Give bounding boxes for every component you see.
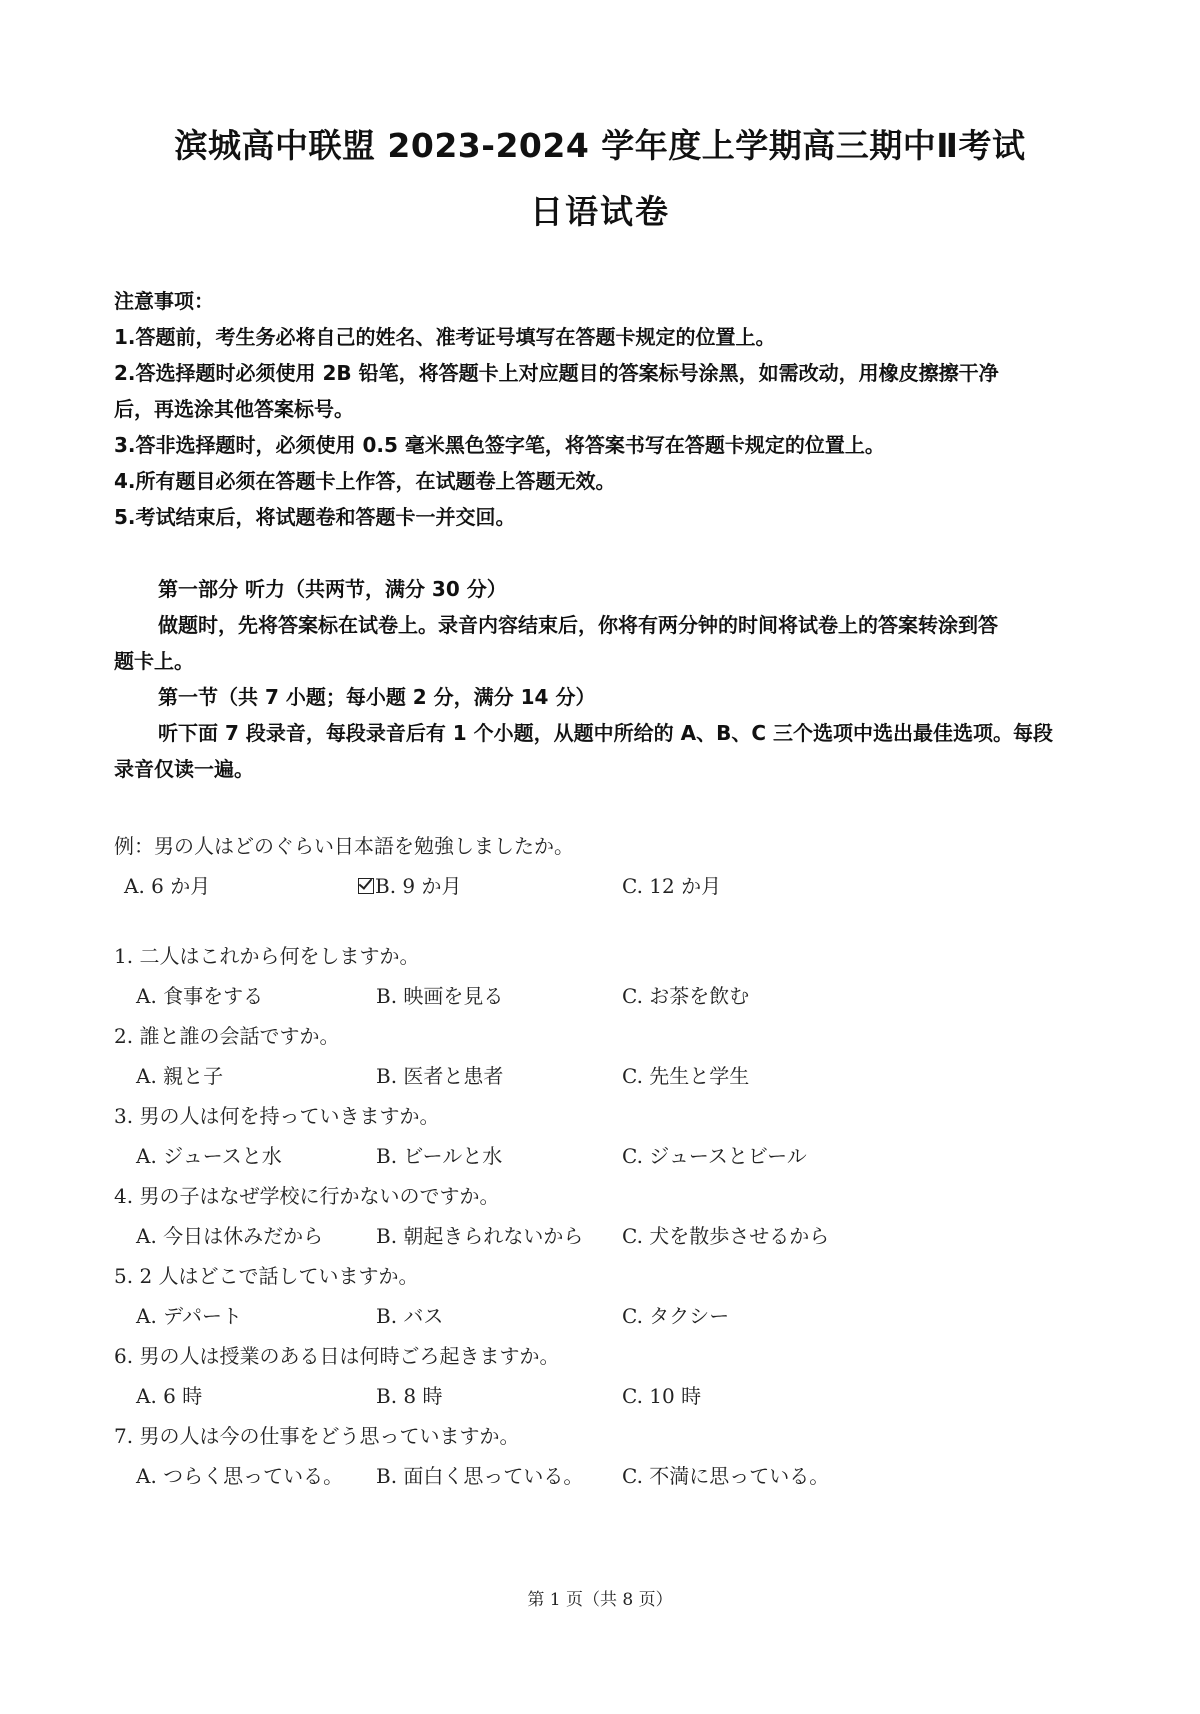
option-c: C. タクシー — [622, 1304, 730, 1328]
question-options — [114, 1296, 1114, 1336]
example-option-b-label: B. 9 か月 — [375, 874, 462, 898]
part-instruction: 做题时，先将答案标在试卷上。录音内容结束后，你将有两分钟的时间将试卷上的答案转涂到答 — [158, 613, 998, 637]
option-b: B. 8 時 — [376, 1384, 443, 1408]
option-a: A. 親と子 — [136, 1064, 224, 1088]
section-instruction: 听下面 7 段录音，每段录音后有 1 个小题，从题中所给的 A、B、C 三个选项中选出最佳选项。每段 — [158, 721, 1054, 745]
exam-subtitle: 日语试卷 — [530, 192, 670, 231]
notice-line: 1.答题前，考生务必将自己的姓名、准考证号填写在答题卡规定的位置上。 — [114, 325, 776, 349]
example-options — [114, 866, 1114, 906]
example-option-b — [358, 866, 462, 906]
notice-line: 3.答非选择题时，必须使用 0.5 毫米黑色签字笔，将答案书写在答题卡规定的位置上。 — [114, 433, 885, 457]
question-text: 6. 男の人は授業のある日は何時ごろ起きますか。 — [114, 1344, 560, 1368]
option-a: A. ジュースと水 — [136, 1144, 282, 1168]
option-b: B. 医者と患者 — [376, 1064, 504, 1088]
question-text: 7. 男の人は今の仕事をどう思っていますか。 — [114, 1424, 520, 1448]
part-instruction-cont: 题卡上。 — [114, 649, 194, 673]
notice-line: 5.考试结束后，将试题卷和答题卡一并交回。 — [114, 505, 516, 529]
question-options — [114, 1056, 1114, 1096]
example-option-a: A. 6 か月 — [124, 874, 211, 898]
exam-title: 滨城高中联盟 2023-2024 学年度上学期高三期中Ⅱ考试 — [174, 126, 1026, 165]
section-heading: 第一节（共 7 小题；每小题 2 分，满分 14 分） — [158, 685, 596, 709]
notice-section — [114, 283, 1094, 535]
example-option-c: C. 12 か月 — [622, 874, 722, 898]
question-text: 5. 2 人はどこで話していますか。 — [114, 1264, 419, 1288]
option-a: A. 今日は休みだから — [136, 1224, 324, 1248]
option-b: B. ビールと水 — [376, 1144, 503, 1168]
section-instruction-cont: 录音仅读一遍。 — [114, 757, 254, 781]
notice-line: 2.答选择题时必须使用 2B 铅笔，将答题卡上对应题目的答案标号涂黑，如需改动，用橡皮擦擦干净 — [114, 361, 999, 385]
notice-line: 后，再选涂其他答案标号。 — [114, 397, 354, 421]
option-c: C. お茶を飲む — [622, 984, 750, 1008]
question-list — [114, 826, 1114, 1496]
option-c: C. 10 時 — [622, 1384, 702, 1408]
option-b: B. 面白く思っている。 — [376, 1464, 584, 1488]
notice-heading: 注意事项： — [114, 289, 214, 313]
question-text: 4. 男の子はなぜ学校に行かないのですか。 — [114, 1184, 500, 1208]
option-c: C. 犬を散歩させるから — [622, 1224, 830, 1248]
option-a: A. デパート — [136, 1304, 242, 1328]
question-options — [114, 1136, 1114, 1176]
question-options — [114, 1216, 1114, 1256]
part-heading: 第一部分 听力（共两节，满分 30 分） — [158, 577, 507, 601]
page-number: 第 1 页（共 8 页） — [527, 1590, 673, 1610]
option-b: B. 朝起きられないから — [376, 1224, 584, 1248]
option-a: A. つらく思っている。 — [136, 1464, 344, 1488]
option-c: C. 先生と学生 — [622, 1064, 750, 1088]
example-question: 例：男の人はどのぐらい日本語を勉強しましたか。 — [114, 834, 574, 858]
question-options — [114, 976, 1114, 1016]
question-text: 3. 男の人は何を持っていきますか。 — [114, 1104, 440, 1128]
option-a: A. 食事をする — [136, 984, 264, 1008]
option-c: C. ジュースとビール — [622, 1144, 807, 1168]
question-options — [114, 1456, 1114, 1496]
notice-line: 4.所有题目必须在答题卡上作答，在试题卷上答题无效。 — [114, 469, 616, 493]
question-options — [114, 1376, 1114, 1416]
option-c: C. 不満に思っている。 — [622, 1464, 830, 1488]
option-b: B. 映画を見る — [376, 984, 504, 1008]
question-text: 2. 誰と誰の会話ですか。 — [114, 1024, 340, 1048]
question-text: 1. 二人はこれから何をしますか。 — [114, 944, 420, 968]
listening-part — [114, 571, 1094, 787]
checkmark-icon — [358, 878, 374, 894]
option-b: B. バス — [376, 1304, 444, 1328]
option-a: A. 6 時 — [136, 1384, 203, 1408]
